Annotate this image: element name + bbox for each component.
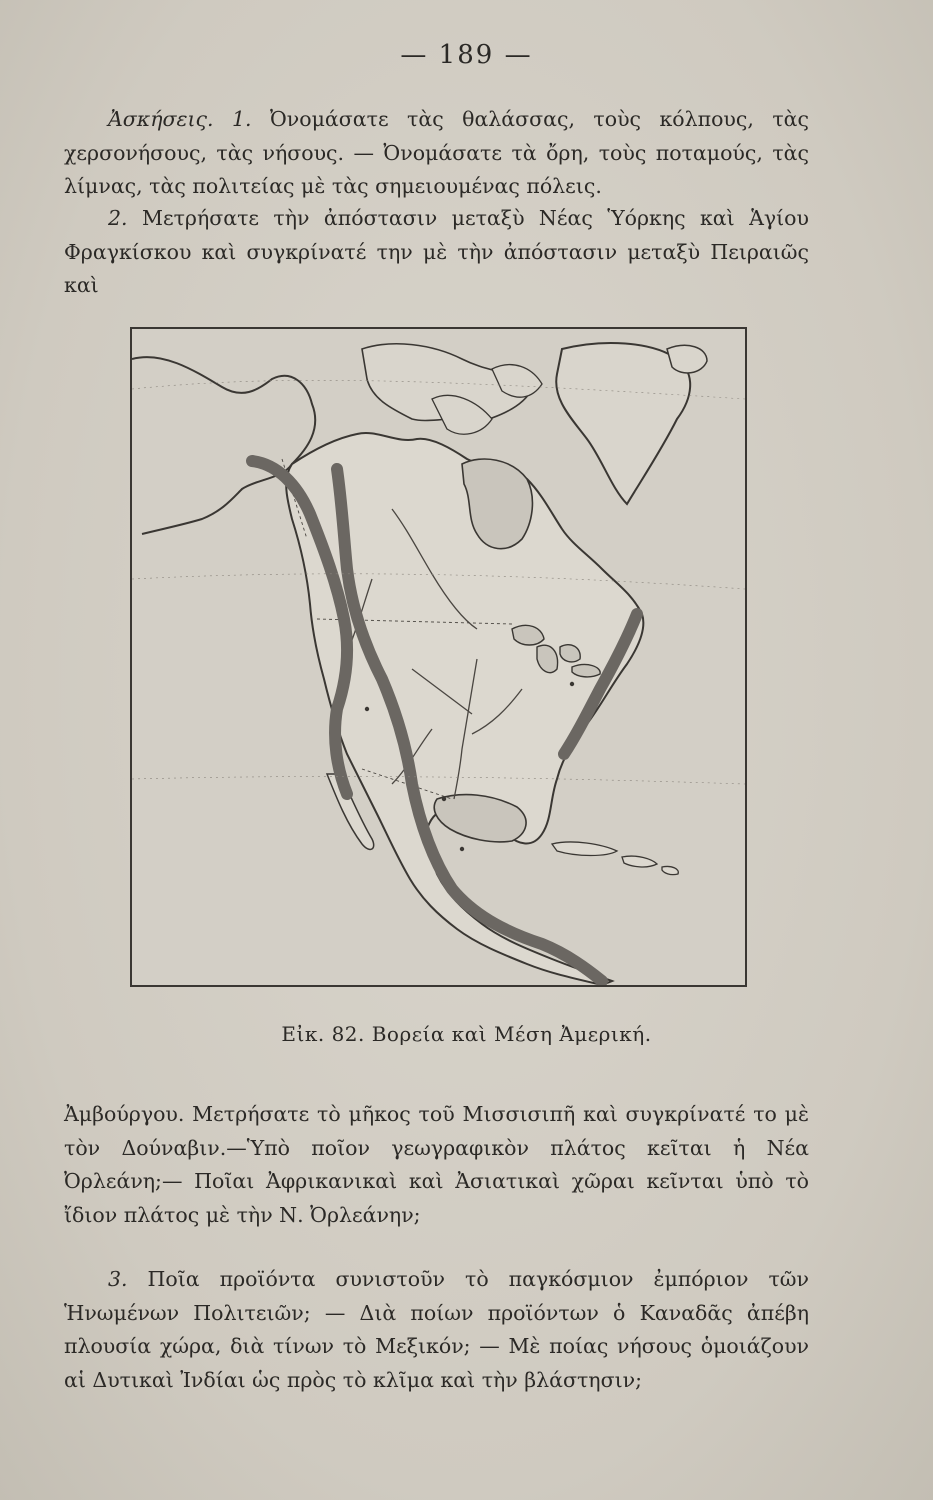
map-illustration (132, 329, 745, 985)
exercise-paragraph-3 (64, 1263, 809, 1397)
exercise-1-text: Ὀνομάσατε τὰς θαλάσσας, τοὺς κόλπους, τὰς χερσονήσους, τὰς νήσους. — Ὀνομάσατε τὰ ὄρη, τοὺς ποταμούς, τὰς λίμνας, τὰς πολιτείας μὲ τὰς σημειουμένας πόλεις. (64, 107, 809, 198)
exercise-paragraph-1 (64, 103, 809, 204)
exercise-heading: Ἀσκήσεις. 1. (108, 107, 252, 131)
map-figure-north-central-america (130, 327, 747, 987)
exercise-2-text: Μετρήσατε τὴν ἀπόστασιν μεταξὺ Νέας Ὑόρκης καὶ Ἁγίου Φραγκίσκου καὶ συγκρίνατέ την μὲ τὴν ἀπόστασιν μεταξὺ Πειραιῶς καὶ (64, 206, 809, 297)
exercise-3-text: Ποῖα προϊόντα συνιστοῦν τὸ παγκόσμιον ἐμπόριον τῶν Ἡνωμένων Πολιτειῶν; — Διὰ ποίων προϊόντων ὁ Καναδᾶς ἀπέβη πλουσία χώρα, διὰ τίνων τὸ Μεξικόν; — Μὲ ποίας νήσους ὁμοιάζουν αἱ Δυτικαὶ Ἰνδίαι ὡς πρὸς τὸ κλῖμα καὶ τὴν βλάστησιν; (64, 1267, 809, 1392)
exercise-2-number: 2. (108, 206, 128, 230)
exercise-3-number: 3. (108, 1267, 128, 1291)
exercise-paragraph-2-continued: Ἀμβούργου. Μετρήσατε τὸ μῆκος τοῦ Μισσισιπῆ καὶ συγκρίνατέ το μὲ τὸν Δούναβιν.—Ὑπὸ ποῖον γεωγραφικὸν πλάτος κεῖται ἡ Νέα Ὀρλεάνη;— Ποῖαι Ἀφρικανικαὶ καὶ Ἀσιατικαὶ χῶραι κεῖνται ὑπὸ τὸ ἴδιον πλάτος μὲ τὴν Ν. Ὀρλεάνην; (64, 1102, 809, 1227)
exercise-paragraph-2 (64, 202, 809, 303)
figure-caption: Εἰκ. 82. Βορεία καὶ Μέση Ἀμερική. (281, 1022, 652, 1046)
page-number: — 189 — (400, 40, 533, 70)
